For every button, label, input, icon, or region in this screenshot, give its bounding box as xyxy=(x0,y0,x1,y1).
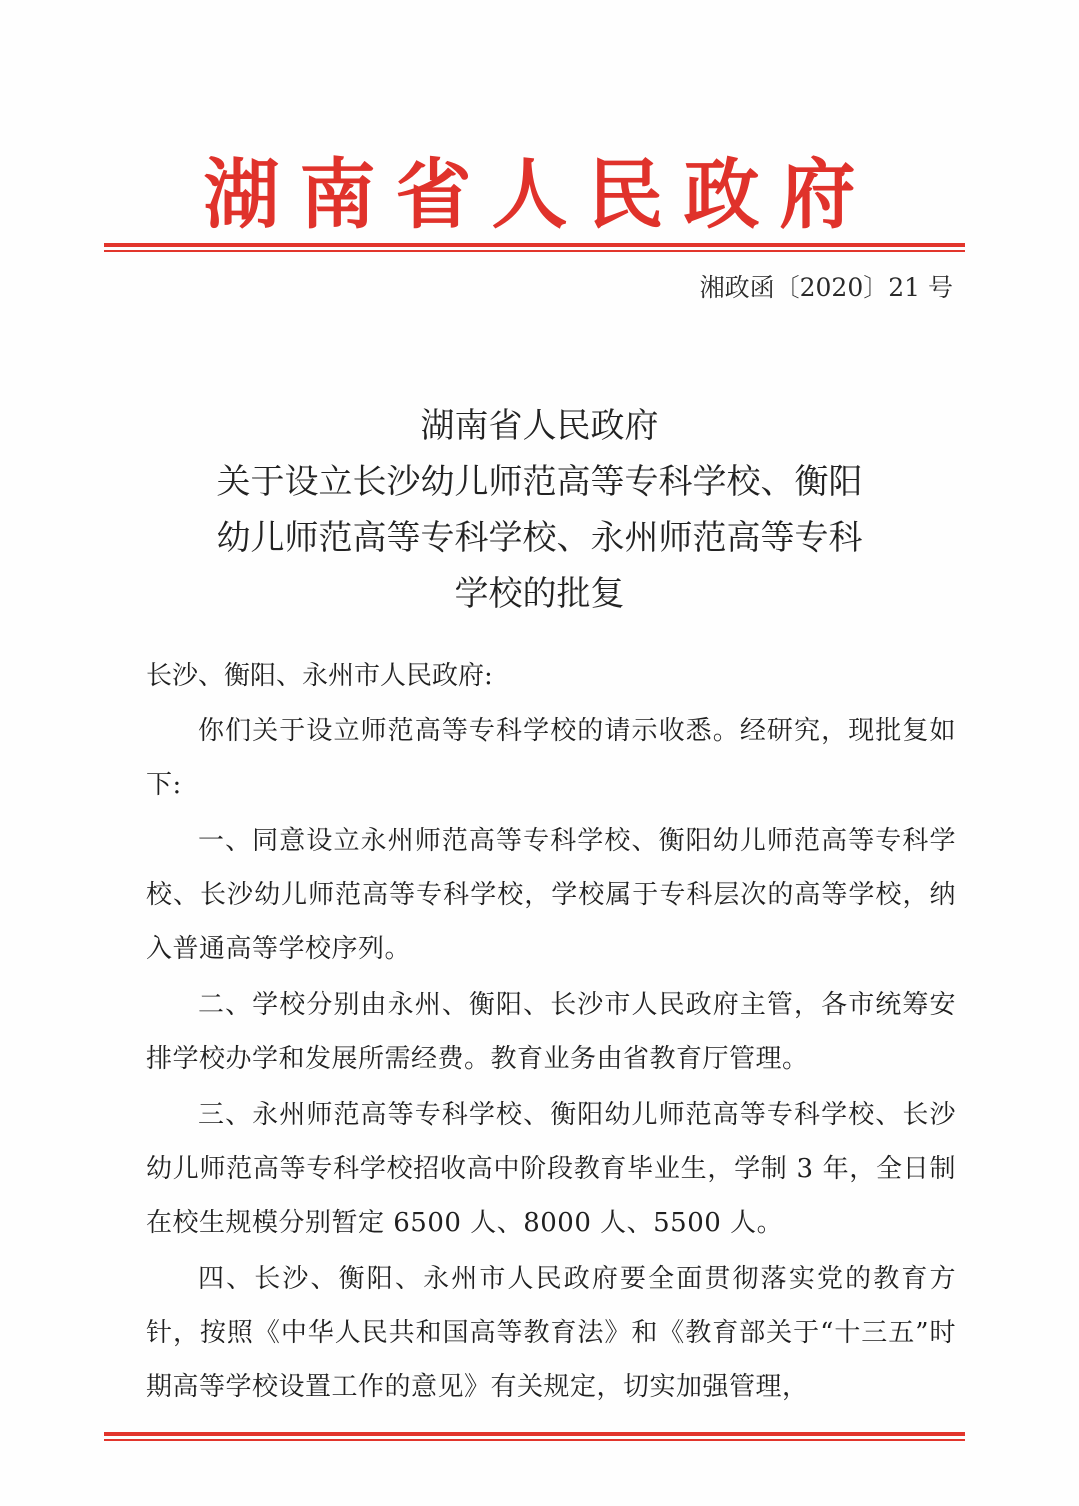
header-rule-thick xyxy=(104,243,965,247)
body-paragraph: 三、永州师范高等专科学校、衡阳幼儿师范高等专科学校、长沙幼儿师范高等专科学校招收高中阶段教育毕业生，学制 3 年，全日制在校生规模分别暂定 6500 人、8000 人、5500 人。 xyxy=(146,1100,956,1238)
body-paragraph: 二、学校分别由永州、衡阳、长沙市人民政府主管，各市统筹安排学校办学和发展所需经费。教育业务由省教育厅管理。 xyxy=(146,990,956,1074)
footer-red-rule xyxy=(104,1432,965,1441)
title-line: 学校的批复 xyxy=(454,574,625,614)
document-title xyxy=(0,398,1079,622)
issuer-header: 湖南省人民政府 xyxy=(203,150,876,239)
body-paragraph: 你们关于设立师范高等专科学校的请示收悉。经研究，现批复如下: xyxy=(146,716,956,800)
body-paragraph: 一、同意设立永州师范高等专科学校、衡阳幼儿师范高等专科学校、长沙幼儿师范高等专科学校，学校属于专科层次的高等学校，纳入普通高等学校序列。 xyxy=(146,826,956,964)
body-paragraph: 四、长沙、衡阳、永州市人民政府要全面贯彻落实党的教育方针，按照《中华人民共和国高等教育法》和《教育部关于“十三五”时期高等学校设置工作的意见》有关规定，切实加强管理， xyxy=(146,1264,956,1402)
header-red-rule xyxy=(104,243,965,252)
footer-rule-thick xyxy=(104,1432,965,1436)
addressee: 长沙、衡阳、永州市人民政府: xyxy=(146,661,493,691)
document-number: 湘政函〔2020〕21 号 xyxy=(699,273,953,302)
footer-rule-thin xyxy=(104,1439,965,1441)
title-line: 湖南省人民政府 xyxy=(420,406,659,446)
title-line: 关于设立长沙幼儿师范高等专科学校、衡阳 xyxy=(216,462,863,502)
title-line: 幼儿师范高等专科学校、永州师范高等专科 xyxy=(216,518,863,558)
header-rule-thin xyxy=(104,250,965,252)
body-text xyxy=(146,704,956,1414)
